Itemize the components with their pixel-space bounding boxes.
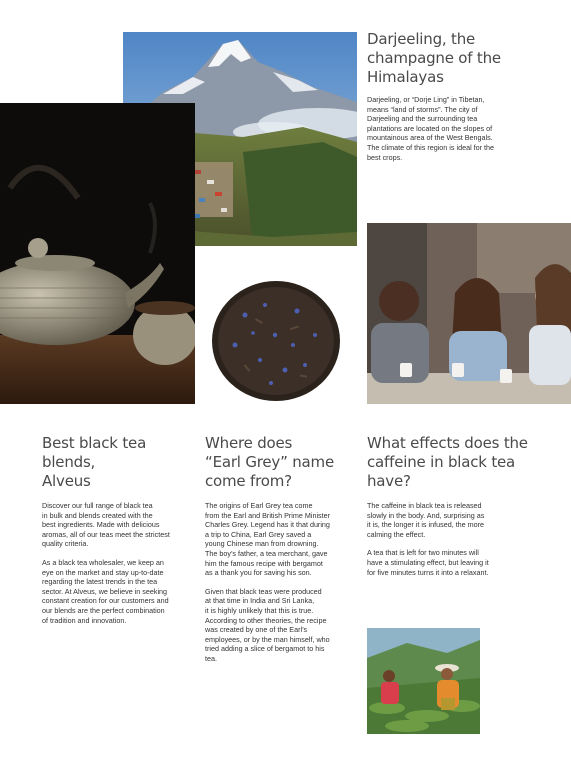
teapot-photo xyxy=(0,103,195,404)
darjeeling-article xyxy=(367,30,567,171)
black-tea-blends-title: Best black tea blends, Alveus xyxy=(42,434,147,490)
earl-grey-paragraph: The origins of Earl Grey tea come from the Earl and British Prime Minister Charles Grey. Legend has it that during a trip to China, Earl Grey saved a young Chinese man from drowning. The boy’s father, a tea merchant, gave him the famous recipe with bergamot as a thank you for saving his son. xyxy=(205,501,331,578)
caffeine-effects-article xyxy=(367,434,557,586)
earl-grey-paragraph: Given that black teas were produced at that time in India and Sri Lanka, it is highly unlikely that this is true. According to other theories, the recipe was created by one of the Earl’s employees, or by the man himself, who tried adding a slice of bergamot to his tea. xyxy=(205,586,330,663)
earl-grey-title: Where does “Earl Grey” name come from? xyxy=(205,434,334,490)
caffeine-effects-paragraph: The caffeine in black tea is released slowly in the body. And, surprising as it is, the longer it is infused, the more calming the effect. xyxy=(367,501,485,539)
caffeine-effects-paragraph: A tea that is left for two minutes will have a stimulating effect, but leaving it for five minutes turns it into a relaxant. xyxy=(367,548,489,577)
earl-grey-loose-tea-photo xyxy=(205,275,348,407)
darjeeling-title: Darjeeling, the champagne of the Himalayas xyxy=(367,30,501,86)
friends-drinking-tea-photo xyxy=(367,223,571,404)
black-tea-blends-article xyxy=(42,434,200,634)
tea-pickers-photo xyxy=(367,628,480,734)
black-tea-blends-paragraph: Discover our full range of black tea in bulk and blends created with the best ingredients. Made with delicious aromas, all of our teas meet the strictest quality criteria. xyxy=(42,501,170,549)
darjeeling-body: Darjeeling, or “Dorje Ling” in Tibetan, means “land of storms”. The city of Darjeeling and the surrounding tea plantations are located on the slopes of mountainous area of the West Bengals. The climate of this region is ideal for the best crops. xyxy=(367,95,495,162)
caffeine-effects-title: What effects does the caffeine in black tea have? xyxy=(367,434,528,490)
earl-grey-article xyxy=(205,434,365,673)
black-tea-blends-paragraph: As a black tea wholesaler, we keep an eye on the market and stay up-to-date regarding the latest trends in the tea sector. At Alveus, we believe in seeking constant creation for our customers and our blends are the perfect combination of tradition and innovation. xyxy=(42,557,169,625)
